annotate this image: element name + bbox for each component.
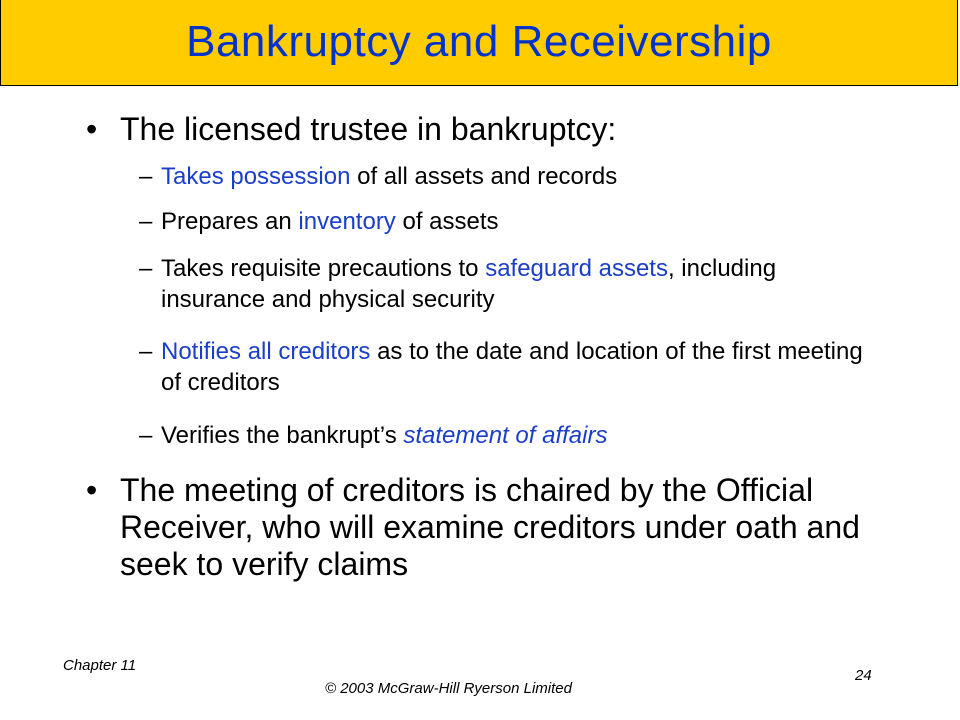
bullet-text: The licensed trustee in bankruptcy:: [120, 111, 617, 147]
bullet-marker: •: [86, 472, 98, 508]
footer-page-number: 24: [855, 667, 872, 684]
sub-dash: –: [139, 255, 153, 282]
sub-item: [139, 161, 881, 192]
sub-item: [139, 420, 881, 451]
sub-item: [139, 206, 881, 237]
bullet-item: [86, 472, 860, 583]
bullet-text: The meeting of creditors is chaired by the Official Receiver, who will examine creditors under oath and seek to verify claims: [120, 472, 860, 582]
sub-text: Verifies the bankrupt’s: [161, 422, 404, 449]
footer-chapter: Chapter 11: [63, 657, 137, 674]
bullet-item: [86, 111, 860, 148]
bullet-marker: •: [86, 111, 98, 147]
sub-text: Prepares an: [161, 208, 299, 235]
sub-text: of all assets and records: [350, 163, 618, 190]
footer-copyright: © 2003 McGraw-Hill Ryerson Limited: [325, 680, 572, 697]
sub-text: , including insurance and physical security: [161, 255, 777, 313]
sub-highlight: statement of affairs: [403, 422, 608, 449]
sub-highlight: inventory: [298, 208, 396, 235]
sub-text: of assets: [395, 208, 499, 235]
sub-item: [139, 253, 881, 315]
sub-highlight: Notifies all creditors: [161, 338, 371, 365]
sub-dash: –: [139, 208, 153, 235]
sub-item: [139, 336, 881, 398]
sub-dash: –: [139, 338, 153, 365]
sub-dash: –: [139, 163, 153, 190]
sub-text: Takes requisite precautions to: [161, 255, 486, 282]
sub-text: as to the date and location of the first meeting of creditors: [161, 338, 863, 396]
sub-highlight: safeguard assets: [485, 255, 668, 282]
sub-dash: –: [139, 422, 153, 449]
sub-highlight: Takes possession: [161, 163, 351, 190]
slide-title: Bankruptcy and Receivership: [186, 16, 772, 66]
title-bar: [0, 0, 958, 86]
